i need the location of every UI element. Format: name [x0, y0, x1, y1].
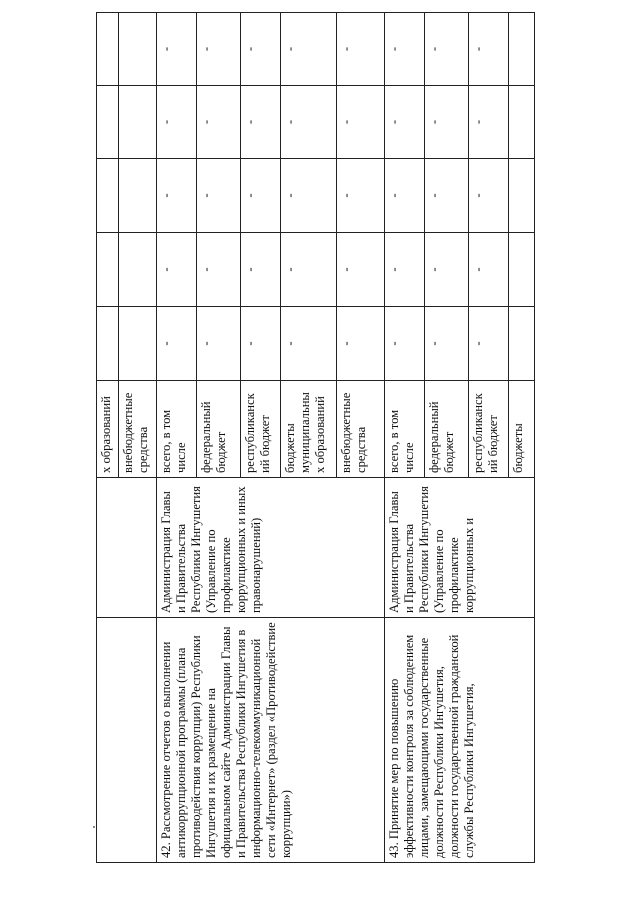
value-cell: -	[469, 86, 509, 159]
executor-cell-43: Администрация Главы и Правительства Республики Ингушетия (Управление по профилактике коррупционных и	[385, 478, 535, 618]
table-row	[385, 13, 425, 863]
source-cell: внебюджетные средства	[119, 381, 157, 478]
executor-cell-42: Администрация Главы и Правительства Республики Ингушетия (Управление по профилактике коррупционных и иных правонарушений)	[157, 478, 385, 618]
value-cell: -	[241, 86, 281, 159]
value-cell: -	[157, 159, 197, 233]
source-cell: всего, в том числе	[385, 381, 425, 478]
value-cell: -	[157, 307, 197, 381]
value-cell: -	[197, 307, 241, 381]
value-cell: -	[337, 86, 385, 159]
value-cell: -	[281, 13, 337, 86]
value-cell: -	[281, 159, 337, 233]
value-cell: -	[425, 307, 469, 381]
value-cell: -	[281, 86, 337, 159]
value-cell: -	[197, 159, 241, 233]
value-cell	[119, 307, 157, 381]
measure-cell-43: 43. Принятие мер по повышению эффективности контроля за соблюдением лицами, замещающими государственные должности Республики Ингушетия, должности государственной гражданской службы Республики Ингушетия,	[385, 618, 535, 863]
value-cell	[119, 86, 157, 159]
value-cell: -	[425, 13, 469, 86]
value-cell: -	[337, 233, 385, 307]
value-cell	[97, 86, 119, 159]
source-cell: бюджеты	[509, 381, 535, 478]
source-cell: федеральный бюджет	[197, 381, 241, 478]
value-cell: -	[241, 13, 281, 86]
value-cell	[119, 13, 157, 86]
value-cell: -	[337, 13, 385, 86]
value-cell	[97, 307, 119, 381]
value-cell: -	[337, 159, 385, 233]
value-cell	[509, 233, 535, 307]
measure-cell	[97, 618, 157, 863]
value-cell: -	[385, 233, 425, 307]
executor-cell	[97, 478, 157, 618]
financing-table	[96, 12, 535, 863]
table-row	[157, 13, 197, 863]
value-cell: -	[469, 159, 509, 233]
table-row	[97, 13, 119, 863]
source-cell: х образований	[97, 381, 119, 478]
value-cell	[509, 307, 535, 381]
value-cell	[509, 159, 535, 233]
value-cell	[509, 86, 535, 159]
value-cell	[119, 159, 157, 233]
value-cell: -	[281, 307, 337, 381]
value-cell	[97, 159, 119, 233]
value-cell: -	[469, 307, 509, 381]
source-cell: республиканск ий бюджет	[241, 381, 281, 478]
value-cell: -	[197, 13, 241, 86]
value-cell: -	[425, 233, 469, 307]
source-cell: всего, в том числе	[157, 381, 197, 478]
value-cell: -	[281, 233, 337, 307]
source-cell: внебюджетные средства	[337, 381, 385, 478]
value-cell: -	[337, 307, 385, 381]
value-cell: -	[157, 13, 197, 86]
value-cell: -	[241, 233, 281, 307]
value-cell: -	[157, 233, 197, 307]
value-cell: -	[385, 86, 425, 159]
value-cell: -	[385, 159, 425, 233]
source-cell: федеральный бюджет	[425, 381, 469, 478]
value-cell: -	[197, 233, 241, 307]
value-cell: -	[469, 233, 509, 307]
value-cell: -	[385, 13, 425, 86]
value-cell	[119, 233, 157, 307]
value-cell	[509, 13, 535, 86]
value-cell	[97, 13, 119, 86]
source-cell: бюджеты муниципальны х образований	[281, 381, 337, 478]
value-cell: -	[197, 86, 241, 159]
value-cell	[97, 233, 119, 307]
value-cell: -	[241, 307, 281, 381]
value-cell: -	[385, 307, 425, 381]
value-cell: -	[157, 86, 197, 159]
measure-cell-42: 42. Рассмотрение отчетов о выполнении антикоррупционной программы (плана противодействия коррупции) Республики Ингушетия и их размещение на официальном сайте Администрации Главы и Правительства Республики Ингушетия в информационно-телекоммуникационной сети «Интернет» (раздел «Противодействие коррупции»)	[157, 618, 385, 863]
source-cell: республиканск ий бюджет	[469, 381, 509, 478]
value-cell: -	[425, 159, 469, 233]
value-cell: -	[241, 159, 281, 233]
value-cell: -	[469, 13, 509, 86]
scan-speck	[93, 826, 95, 828]
value-cell: -	[425, 86, 469, 159]
